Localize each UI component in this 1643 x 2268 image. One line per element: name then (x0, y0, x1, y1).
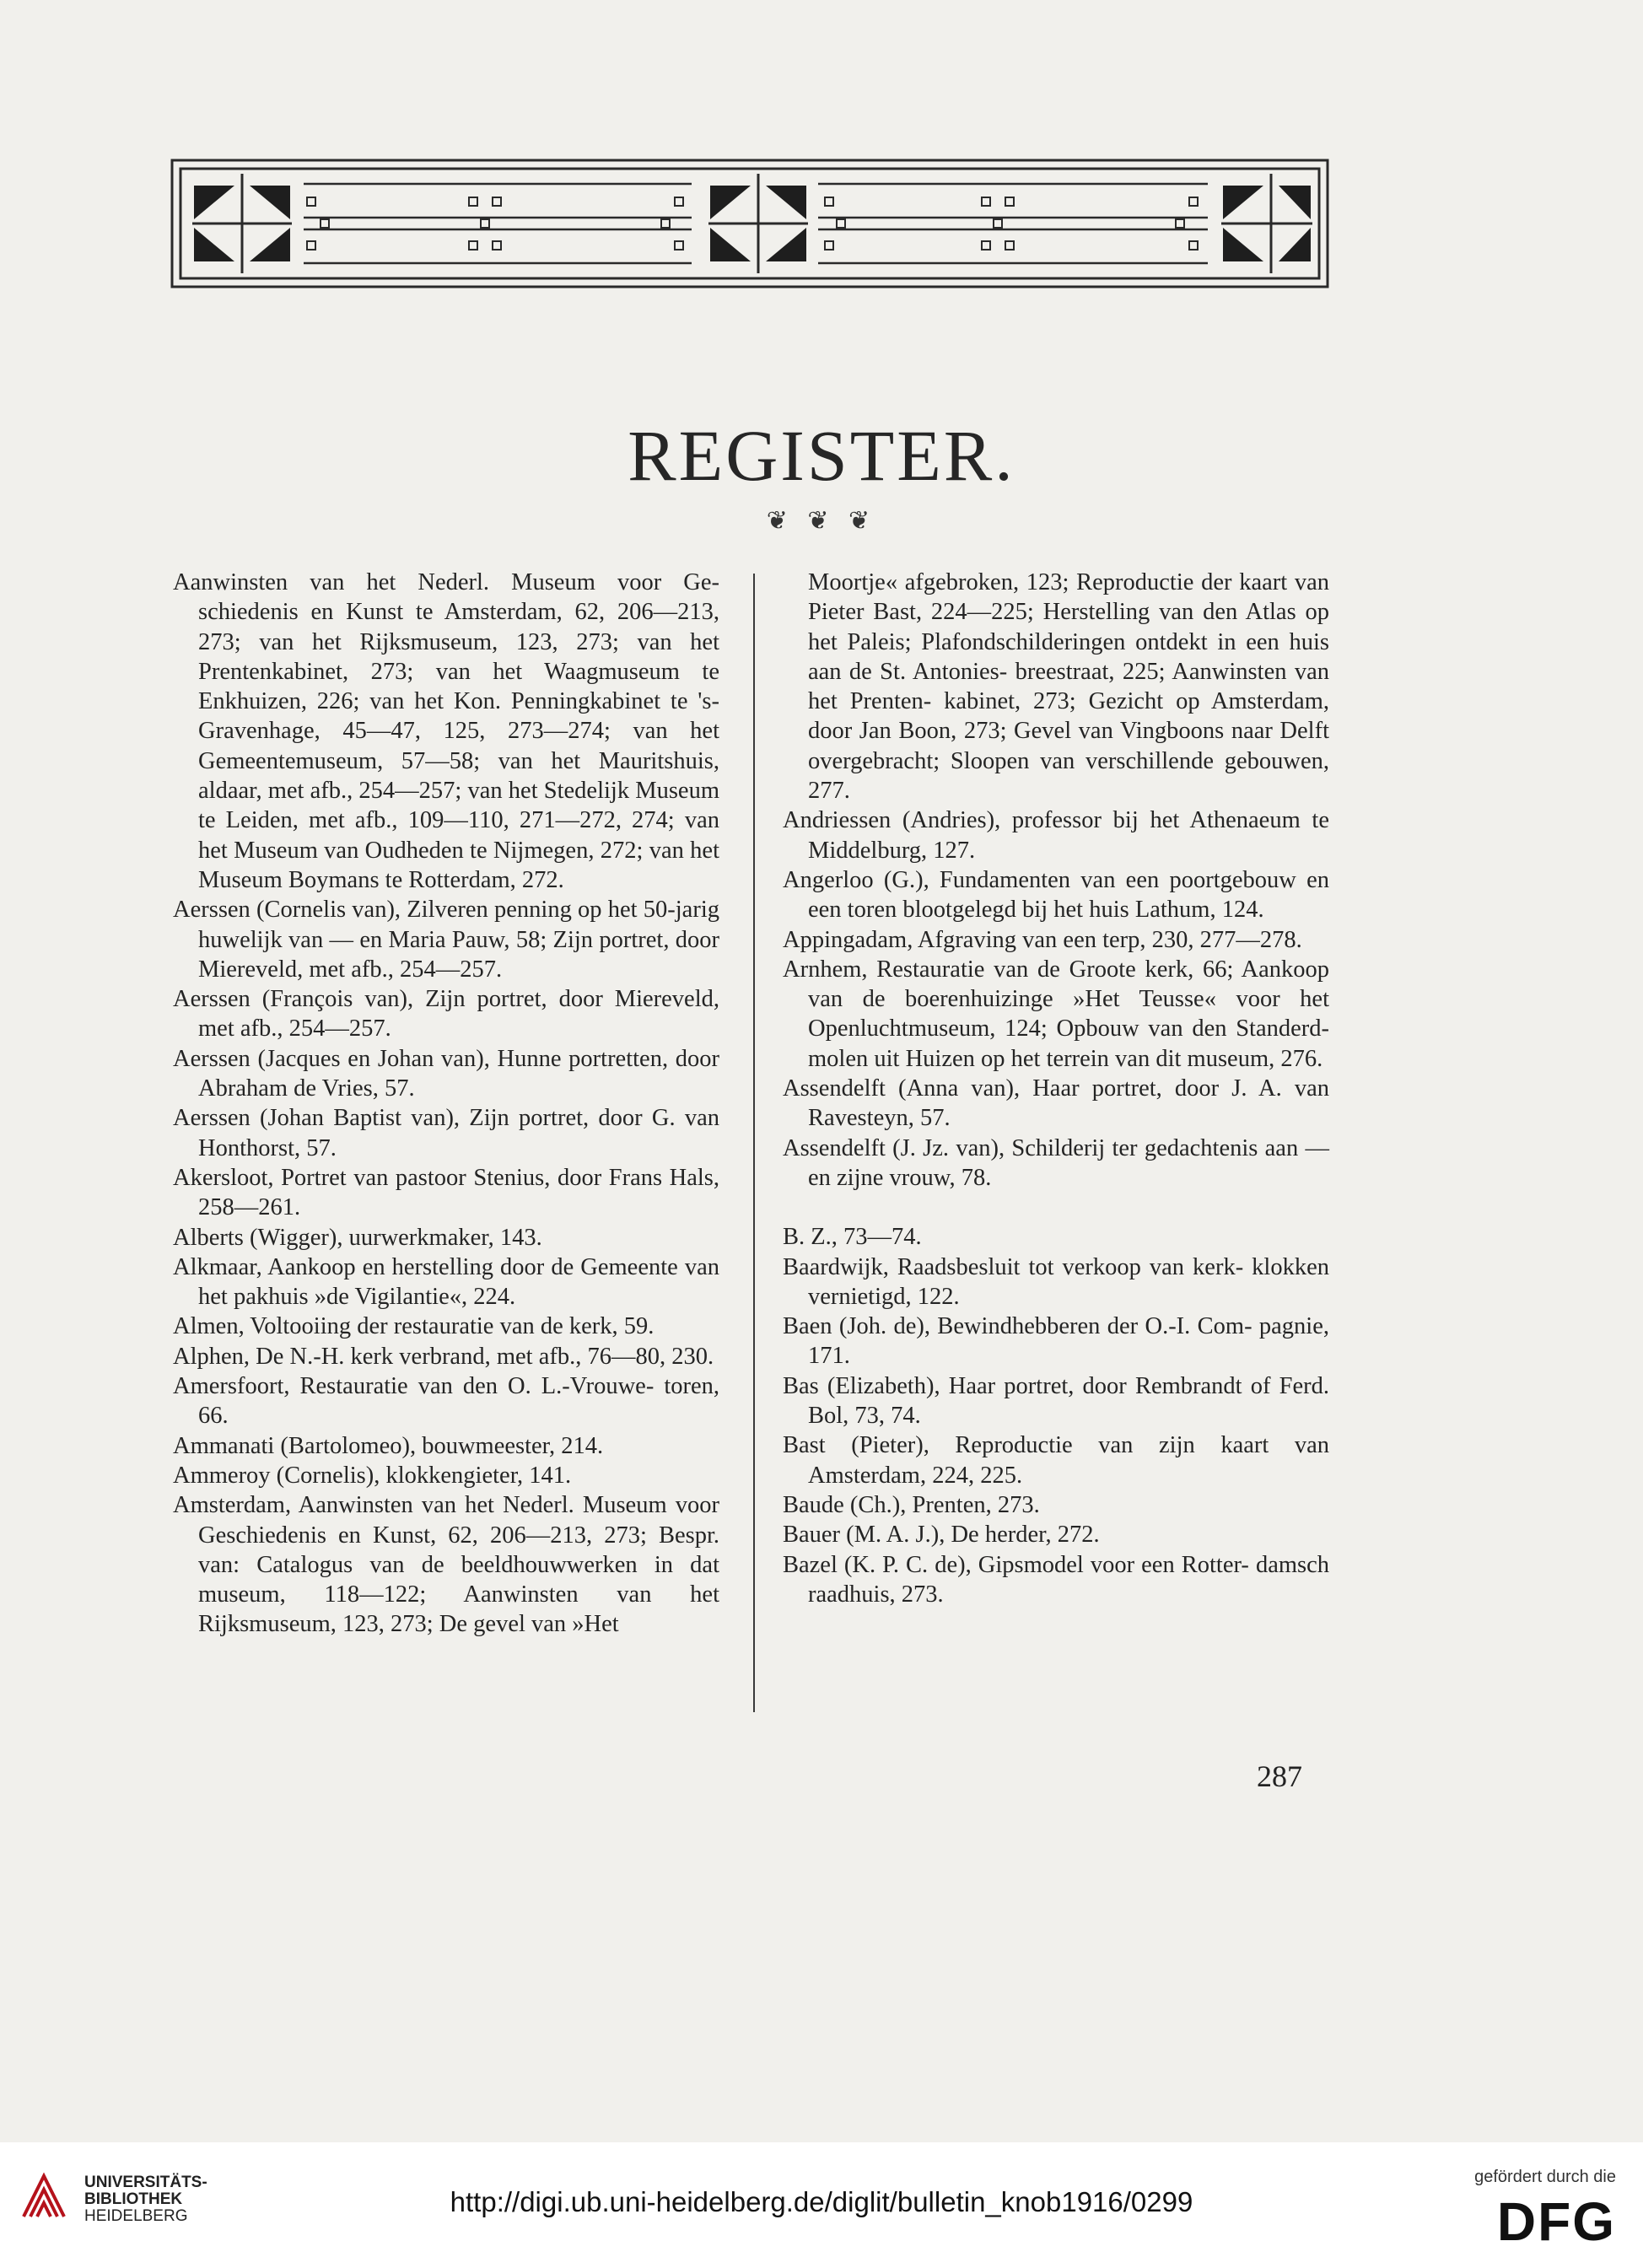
index-column-left (173, 568, 719, 1640)
index-entry: Bazel (K. P. C. de), Gipsmodel voor een Rotter- damsch raadhuis, 273. (783, 1551, 1329, 1608)
index-entry: Aanwinsten van het Nederl. Museum voor Ge- schiedenis en Kunst te Amsterdam, 62, 206—213, 273; van het Rijksmuseum, 123, 273; van het Prentenkabinet, 273; van het Waagmuseum te Enkhuizen, 226; van het Kon. Penningkabinet te 's-Gravenhage, 45—47, 125, 273—274; van het Gemeentemuseum, 57—58; van het Mauritshuis, aldaar, met afb., 254—257; van het Stedelijk Museum te Leiden, met afb., 109—110, 271—272, 274; van het Museum van Oudheden te Nijmegen, 272; van het Museum Boymans te Rotterdam, 272. (173, 569, 719, 893)
permalink-url[interactable]: http://digi.ub.uni-heidelberg.de/diglit/bulletin_knob1916/0299 (450, 2186, 1193, 2217)
index-entry: Aerssen (Jacques en Johan van), Hunne portretten, door Abraham de Vries, 57. (173, 1045, 719, 1102)
index-entry: Baude (Ch.), Prenten, 273. (783, 1491, 1040, 1518)
index-entry: Arnhem, Restauratie van de Groote kerk, 66; Aankoop van de boerenhuizinge »Het Teusse« voor het Openluchtmuseum, 124; Opbouw van den Standerd-molen uit Huizen op het terrein van dit museum, 276. (783, 956, 1329, 1072)
index-entry: Almen, Voltooiing der restauratie van de kerk, 59. (173, 1313, 655, 1340)
index-entry: Assendelft (Anna van), Haar portret, door J. A. van Ravesteyn, 57. (783, 1075, 1329, 1132)
page-title: REGISTER. (628, 415, 1015, 496)
ornamental-header-band (169, 157, 1331, 290)
index-entry: Aerssen (Johan Baptist van), Zijn portret, door G. van Honthorst, 57. (173, 1105, 719, 1161)
index-entry: Amsterdam, Aanwinsten van het Nederl. Museum voor Geschiedenis en Kunst, 62, 206—213, 273; Bespr. van: Catalogus van de beeldhouwwerken in dat museum, 118—122; Aanwinsten van het Rijksmuseum, 123, 273; De gevel van »Het (173, 1492, 719, 1638)
index-entry: Bas (Elizabeth), Haar portret, door Rembrandt of Ferd. Bol, 73, 74. (783, 1372, 1329, 1430)
index-entry-continued: Moortje« afgebroken, 123; Reproductie der kaart van Pieter Bast, 224—225; Herstelling van den Atlas op het Paleis; Plafondschilderingen ontdekt in een huis aan de St. Antonies- breestraat, 225; Aanwinsten van het Prenten- kabinet, 273; Gezicht op Amsterdam, door Jan Boon, 273; Gevel van Vingboons naar Delft overgebracht; Sloopen van verschillende gebouwen, 277. (808, 569, 1329, 805)
index-entry: Bauer (M. A. J.), De herder, 272. (783, 1522, 1100, 1549)
index-entry: Baardwijk, Raadsbesluit tot verkoop van kerk- klokken vernietigd, 122. (783, 1253, 1329, 1310)
index-column-right (783, 568, 1329, 1609)
index-entry: Assendelft (J. Jz. van), Schilderij ter gedachtenis aan — en zijne vrouw, 78. (783, 1134, 1329, 1191)
index-entry: Aerssen (François van), Zijn portret, door Miereveld, met afb., 254—257. (173, 986, 719, 1042)
index-entry: Andriessen (Andries), professor bij het Athenaeum te Middelburg, 127. (783, 807, 1329, 864)
index-entry: Alphen, De N.-H. kerk verbrand, met afb., 76—80, 230. (173, 1343, 714, 1370)
index-entry: Angerloo (G.), Fundamenten van een poortgebouw en een toren blootgelegd bij het huis Lathum, 124. (783, 866, 1329, 924)
column-divider (753, 574, 755, 1712)
index-entry: B. Z., 73—74. (783, 1224, 922, 1251)
index-entry: Aerssen (Cornelis van), Zilveren penning op het 50-jarig huwelijk van — en Maria Pauw, 58; Zijn portret, door Miereveld, met afb., 254—257. (173, 897, 719, 983)
funding-note: gefördert durch die (1474, 2168, 1616, 2186)
fleuron-ornament: ❦ ❦ ❦ (766, 507, 877, 535)
index-entry: Akersloot, Portret van pastoor Stenius, door Frans Hals, 258—261. (173, 1164, 719, 1221)
library-name-line: UNIVERSITÄTS- (84, 2174, 207, 2191)
index-entry: Alberts (Wigger), uurwerkmaker, 143. (173, 1224, 542, 1251)
index-entry: Amersfoort, Restauratie van den O. L.-Vrouwe- toren, 66. (173, 1373, 719, 1430)
library-name-line: BIBLIOTHEK (84, 2190, 183, 2208)
index-entry: Baen (Joh. de), Bewindhebberen der O.-I. Com- pagnie, 171. (783, 1313, 1329, 1370)
index-entry: Alkmaar, Aankoop en herstelling door de Gemeente van het pakhuis »de Vigilantie«, 224. (173, 1253, 719, 1311)
index-entry: Ammanati (Bartolomeo), bouwmeester, 214. (173, 1432, 604, 1459)
library-name-line: HEIDELBERG (84, 2207, 188, 2225)
index-entry: Appingadam, Afgraving van een terp, 230, 277—278. (783, 926, 1302, 953)
dfg-logo: DFG (1496, 2191, 1616, 2252)
ornament-graphic (169, 157, 1331, 290)
index-entry: Ammeroy (Cornelis), klokkengieter, 141. (173, 1462, 572, 1489)
index-entry: Bast (Pieter), Reproductie van zijn kaart van Amsterdam, 224, 225. (783, 1432, 1329, 1489)
page-number: 287 (1257, 1759, 1302, 1793)
viewer-footer (0, 2142, 1643, 2268)
